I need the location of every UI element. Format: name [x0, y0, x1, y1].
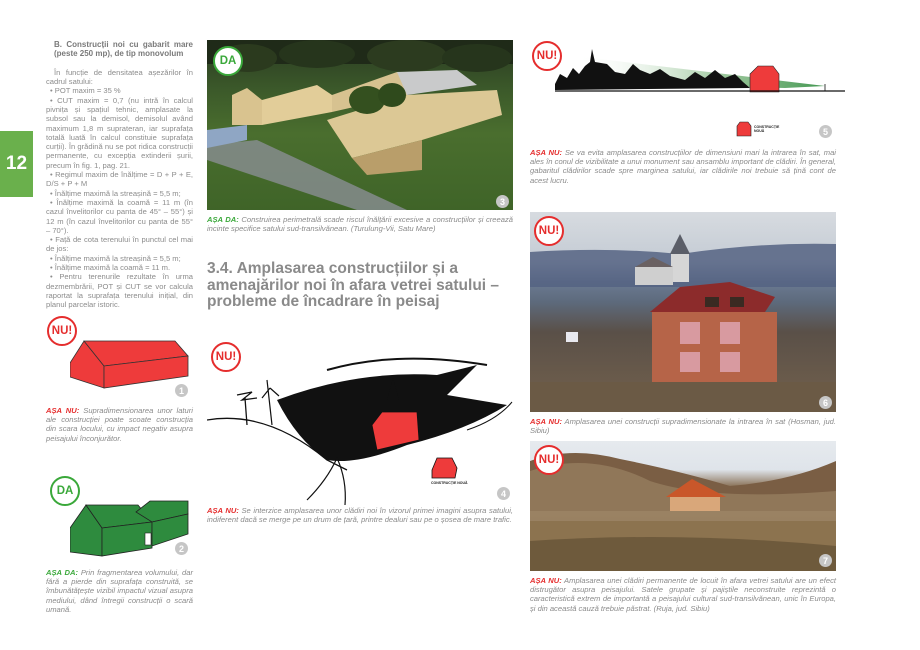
hosman-photo [530, 212, 836, 412]
caption-text: Amplasarea unei construcții supradimensionate la intrarea în sat (Hosman, jud. Sibiu) [530, 417, 836, 436]
list-item: • Înălțime maximă la streașină = 5,5 m; [50, 253, 181, 263]
figure-number: 3 [496, 195, 509, 208]
da-badge: DA [213, 46, 243, 76]
caption-label: AȘA NU: [207, 506, 239, 515]
figure-caption [207, 215, 513, 233]
village-sketch-illustration [207, 350, 513, 510]
figure-caption [530, 417, 836, 435]
figure-caption [530, 576, 836, 613]
legend-label: CONSTRUCȚIE NOUĂ [431, 481, 468, 485]
ruja-photo [530, 441, 836, 571]
list-item: • Înălțime maximă la coamă = 11 m. [50, 263, 171, 273]
caption-label: AȘA NU: [530, 576, 562, 585]
subsection-heading: B. Construcții noi cu gabarit mare (peste 250 mp), de tip monovolum [54, 40, 193, 59]
figure-number: 5 [819, 125, 832, 138]
figure-number: 2 [175, 542, 188, 555]
figure-caption [46, 406, 193, 443]
nu-badge: NU! [534, 216, 564, 246]
caption-label: AȘA NU: [530, 148, 563, 157]
caption-label: AȘA NU: [46, 406, 80, 415]
visibility-cone-diagram [555, 44, 845, 104]
da-badge: DA [50, 476, 80, 506]
page-number-tab [0, 131, 33, 197]
nu-badge: NU! [534, 445, 564, 475]
page-number: 12 [5, 153, 28, 174]
regulations-text-column [46, 40, 193, 310]
caption-label: AȘA NU: [530, 417, 563, 426]
caption-text: Se interzice amplasarea unor clădiri noi în vizorul primei imagini asupra satului, indiferent dacă se merge pe un drum de țară, printre dealuri sau pe o șosea de mare trafic. [207, 506, 514, 525]
legend-label: CONSTRUCȚIE NOUĂ [754, 125, 780, 133]
figure-caption [207, 506, 513, 524]
figure-number: 4 [497, 487, 510, 500]
list-item: • Înălțime maximă la coamă = 11 m (în cazul învelitorilor cu panta de 45° – 55°) și 12 m (în cazul învelitorilor cu panta de 55° – 70°). [46, 197, 193, 235]
caption-label: AȘA DA: [46, 568, 79, 577]
figure-caption [46, 568, 193, 614]
legend-swatch [736, 121, 752, 137]
intro-paragraph: În funcție de densitatea așezărilor în cadrul satului: [46, 67, 193, 87]
list-item: • Față de cota terenului în punctul cel mai de jos: [46, 235, 193, 254]
list-item: • CUT maxim = 0,7 (nu intră în calcul pivnița și spațiul tehnic, amplasate la subsol sau la demisol, demisolul având maximum 1,8 m suprateran, iar suprafața totală luată în calcul constituie suprafața curții). În grădină nu se pot ridica construcții permanente, cu excepția extinderii șurii, precum în fig. 1, pag. 21. [46, 95, 193, 170]
list-item: • Regimul maxim de înălțime = D + P + E, D/S + P + M [46, 170, 193, 189]
caption-text: Prin fragmentarea volumului, dar fără a pierde din suprafața construită, se îmbunătățește vizibil impactul vizual asupra mediului, dând întregii construcții o scară umană. [46, 568, 193, 614]
figure-number: 1 [175, 384, 188, 397]
caption-label: AȘA DA: [207, 215, 239, 224]
caption-text: Se va evita amplasarea construcțiilor de dimensiuni mari la intrarea în sat, mai ales în conul de vizibilitate a unui monument sau ansamblu important de clădiri. În general, gabaritul clădirilor scade spre marginea satului, iar clădirile noi trebuie să țină cont de acest lucru. [530, 148, 836, 185]
aerial-render-photo [207, 40, 513, 210]
fragmented-house-illustration [70, 500, 190, 558]
nu-badge: NU! [47, 316, 77, 346]
nu-badge: NU! [211, 342, 241, 372]
caption-text: Supradimensionarea unor laturi ale construcției poate scoate construcția din scara locului, cu impact negativ asupra peisajului înconjurător. [46, 406, 193, 443]
figure-caption [530, 148, 836, 185]
figure-number: 6 [819, 396, 832, 409]
list-item: • Înălțime maximă la streașină = 5,5 m; [50, 188, 181, 198]
list-item: • POT maxim = 35 % [50, 86, 121, 96]
section-title: 3.4. Amplasarea construcțiilor și a amenajărilor noi în afara vetrei satului – probleme de încadrare în peisaj [207, 260, 500, 310]
nu-badge: NU! [532, 41, 562, 71]
oversized-house-illustration [70, 338, 190, 390]
caption-text: Amplasarea unei clădiri permanente de locuit în afara vetrei satului are un efect distrugător asupra peisajului. Satele grupate și pajiștile neconstruite reprezintă o caracteristică extrem de importantă a peisajului cultural sud-transilvănean, unic în Europa, și din această cauză trebuie păstrat. (Ruja, jud. Sibiu) [530, 576, 837, 613]
caption-text: Construirea perimetrală scade riscul înălțării excesive a construcțiilor și creează incinte specifice satului sud-transilvănean. (Turulung-Vii, Satu Mare) [207, 215, 514, 234]
list-item: • Pentru terenurile rezultate în urma dezmembrării, POT și CUT se vor calcula raportat la suprafața terenului inițial, din planul parcelar istoric. [46, 272, 193, 310]
figure-number: 7 [819, 554, 832, 567]
